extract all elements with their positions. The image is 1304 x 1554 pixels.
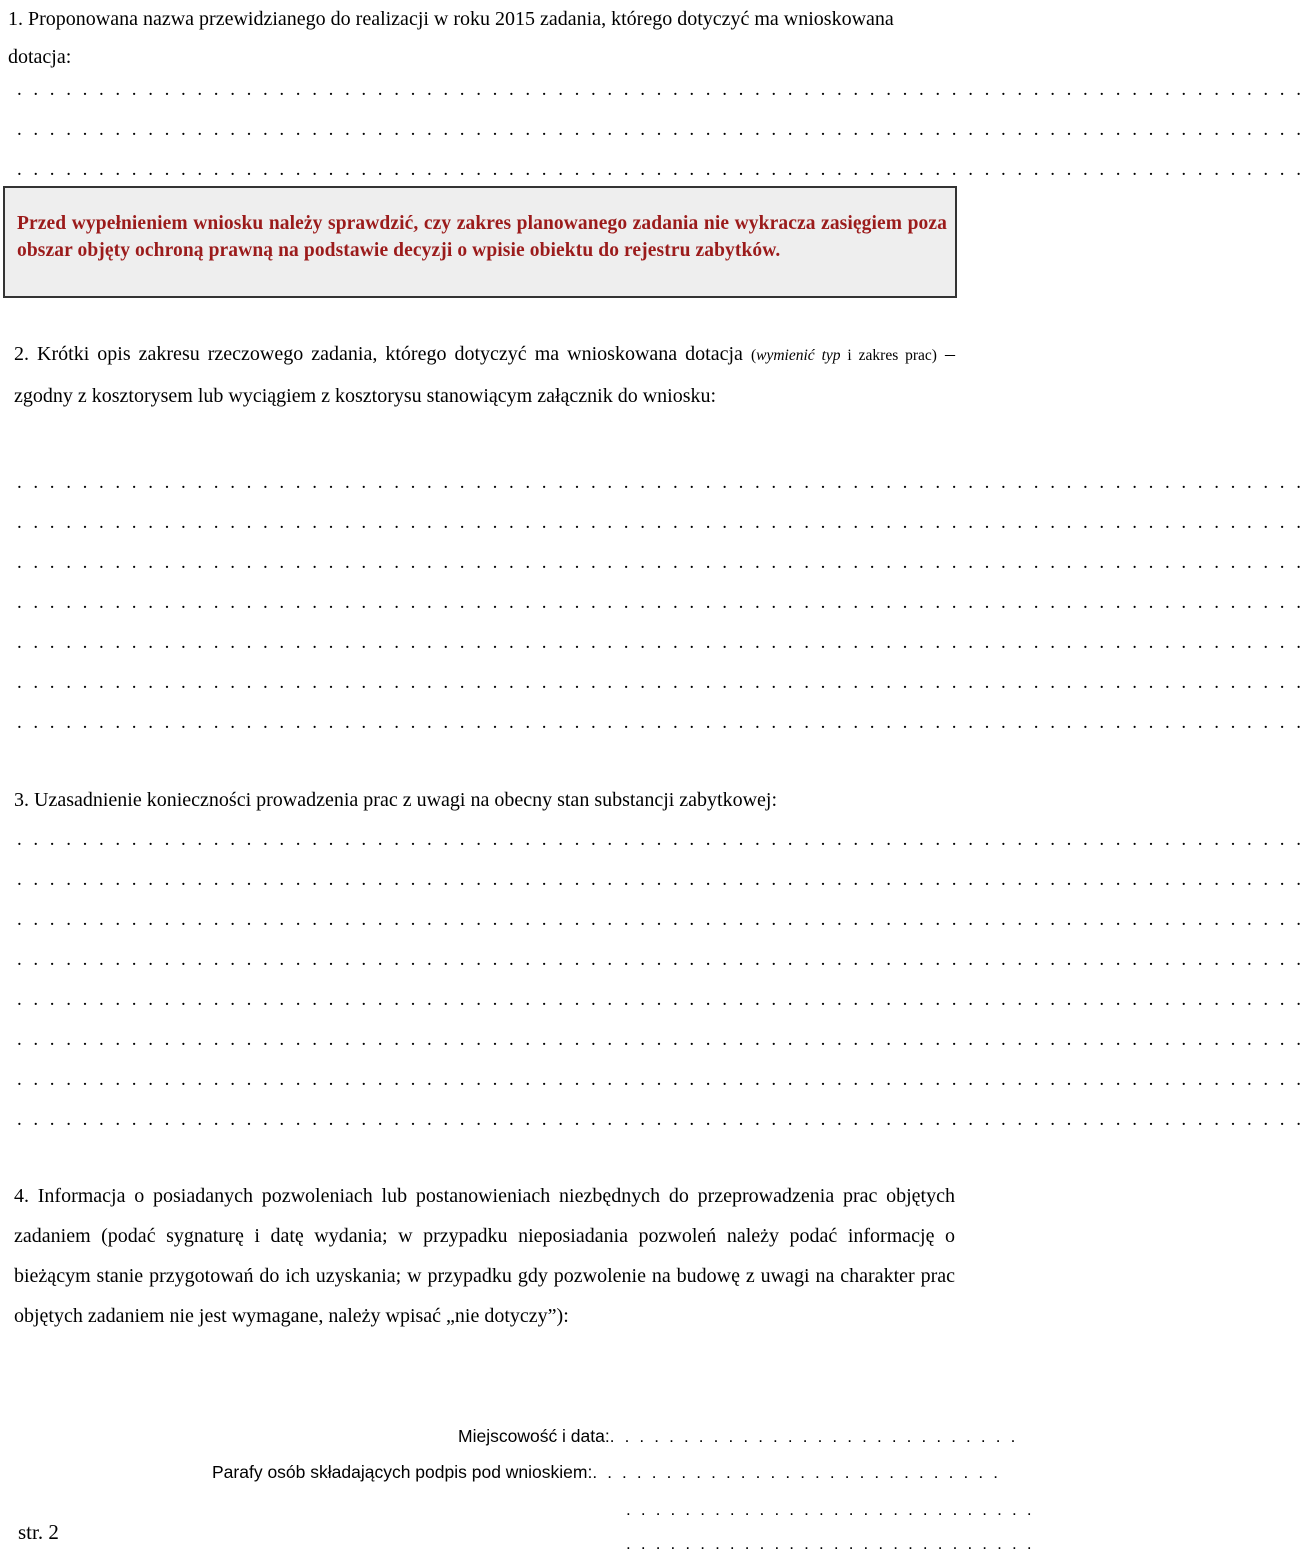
answer-line[interactable]: . . . . . . . . . . . . . . . . . . . . . . . . . . . . . . . . . . . . . . . . . . . . . . . . . . . . . . . . . . . . . . . . . . . . . . . . . . . . . . . [17, 592, 1304, 613]
place-date-field[interactable]: . . . . . . . . . . . . . . . . . . . . . . . . . . . . [609, 1427, 1019, 1446]
answer-line[interactable]: . . . . . . . . . . . . . . . . . . . . . . . . . . . . . . . . . . . . . . . . . . . . . . . . . . . . . . . . . . . . . . . . . . . . . . . . . . . . . . . [17, 909, 1304, 930]
answer-line[interactable]: . . . . . . . . . . . . . . . . . . . . . . . . . . . . . . . . . . . . . . . . . . . . . . . . . . . . . . . . . . . . . . . . . . . . . . . . . . . . . . . [17, 1029, 1304, 1050]
section-2-subtitle: zgodny z kosztorysem lub wyciągiem z kosztorysu stanowiącym załącznik do wniosku: [14, 385, 717, 407]
page-number: str. 2 [18, 1520, 59, 1544]
answer-line[interactable]: . . . . . . . . . . . . . . . . . . . . . . . . . . . . . . . . . . . . . . . . . . . . . . . . . . . . . . . . . . . . . . . . . . . . . . . . . . . . . . . [17, 552, 1304, 573]
section-2-title: 2. Krótki opis zakresu rzeczowego zadania, którego dotyczyć ma wnioskowana dotacja [14, 343, 743, 365]
section-2-paren: (wymienić typ i zakres prac) [750, 347, 937, 364]
answer-line[interactable]: . . . . . . . . . . . . . . . . . . . . . . . . . . . . . . . . . . . . . . . . . . . . . . . . . . . . . . . . . . . . . . . . . . . . . . . . . . . . . . . [17, 949, 1304, 970]
parafy-field-3[interactable]: . . . . . . . . . . . . . . . . . . . . . . . . . . . . [626, 1534, 1035, 1553]
section-2-wymienic: wymienić [756, 347, 815, 364]
section-2-dash: – [945, 343, 955, 365]
section-1-heading: 1. Proponowana nazwa przewidzianego do realizacji w roku 2015 zadania, którego dotyczyć ma wnioskowana dotacja: [8, 8, 894, 68]
answer-line[interactable]: . . . . . . . . . . . . . . . . . . . . . . . . . . . . . . . . . . . . . . . . . . . . . . . . . . . . . . . . . . . . . . . . . . . . . . . . . . . . . . . [17, 829, 1304, 850]
notice-box [3, 186, 957, 298]
place-date-row [458, 1426, 1018, 1447]
answer-line[interactable]: . . . . . . . . . . . . . . . . . . . . . . . . . . . . . . . . . . . . . . . . . . . . . . . . . . . . . . . . . . . . . . . . . . . . . . . . . . . . . . . [17, 472, 1304, 493]
notice-text: Przed wypełnieniem wniosku należy sprawdzić, czy zakres planowanego zadania nie wykracza zasięgiem poza obszar objęty ochroną prawną na podstawie decyzji o wpisie obiektu do rejestru zabytków. [17, 213, 947, 261]
parafy-label: Parafy osób składających podpis pod wnioskiem: [212, 1462, 593, 1482]
place-date-label: Miejscowość i data: [458, 1426, 610, 1446]
answer-line[interactable]: . . . . . . . . . . . . . . . . . . . . . . . . . . . . . . . . . . . . . . . . . . . . . . . . . . . . . . . . . . . . . . . . . . . . . . . . . . . . . . . [17, 119, 1304, 140]
answer-line[interactable]: . . . . . . . . . . . . . . . . . . . . . . . . . . . . . . . . . . . . . . . . . . . . . . . . . . . . . . . . . . . . . . . . . . . . . . . . . . . . . . . [17, 512, 1304, 533]
answer-line[interactable]: . . . . . . . . . . . . . . . . . . . . . . . . . . . . . . . . . . . . . . . . . . . . . . . . . . . . . . . . . . . . . . . . . . . . . . . . . . . . . . . [17, 672, 1304, 693]
answer-line[interactable]: . . . . . . . . . . . . . . . . . . . . . . . . . . . . . . . . . . . . . . . . . . . . . . . . . . . . . . . . . . . . . . . . . . . . . . . . . . . . . . . [17, 79, 1304, 100]
section-4-heading: 4. Informacja o posiadanych pozwoleniach lub postanowieniach niezbędnych do przeprowadzenia prac objętych zadaniem (podać sygnaturę i datę wydania; w przypadku nieposiadania pozwoleń należy podać informację o bieżącym stanie przygotowań do ich uzyskania; w przypadku gdy pozwolenie na budowę z uwagi na charakter prac objętych zadaniem nie jest wymagane, należy wpisać „nie dotyczy”): [14, 1185, 955, 1327]
answer-line[interactable]: . . . . . . . . . . . . . . . . . . . . . . . . . . . . . . . . . . . . . . . . . . . . . . . . . . . . . . . . . . . . . . . . . . . . . . . . . . . . . . . [17, 989, 1304, 1010]
section-2-typ: typ [821, 347, 841, 364]
answer-line[interactable]: . . . . . . . . . . . . . . . . . . . . . . . . . . . . . . . . . . . . . . . . . . . . . . . . . . . . . . . . . . . . . . . . . . . . . . . . . . . . . . . [17, 1069, 1304, 1090]
parafy-field[interactable]: . . . . . . . . . . . . . . . . . . . . . . . . . . . . [592, 1463, 1001, 1482]
section-2-heading [14, 334, 955, 417]
answer-line[interactable]: . . . . . . . . . . . . . . . . . . . . . . . . . . . . . . . . . . . . . . . . . . . . . . . . . . . . . . . . . . . . . . . . . . . . . . . . . . . . . . . [17, 159, 1304, 180]
answer-line[interactable]: . . . . . . . . . . . . . . . . . . . . . . . . . . . . . . . . . . . . . . . . . . . . . . . . . . . . . . . . . . . . . . . . . . . . . . . . . . . . . . . [17, 632, 1304, 653]
parafy-field-2[interactable]: . . . . . . . . . . . . . . . . . . . . . . . . . . . . [626, 1500, 1035, 1519]
section-3-heading: 3. Uzasadnienie konieczności prowadzenia prac z uwagi na obecny stan substancji zabytkowej: [14, 789, 778, 811]
answer-line[interactable]: . . . . . . . . . . . . . . . . . . . . . . . . . . . . . . . . . . . . . . . . . . . . . . . . . . . . . . . . . . . . . . . . . . . . . . . . . . . . . . . [17, 869, 1304, 890]
answer-line[interactable]: . . . . . . . . . . . . . . . . . . . . . . . . . . . . . . . . . . . . . . . . . . . . . . . . . . . . . . . . . . . . . . . . . . . . . . . . . . . . . . . [17, 712, 1304, 733]
answer-line[interactable]: . . . . . . . . . . . . . . . . . . . . . . . . . . . . . . . . . . . . . . . . . . . . . . . . . . . . . . . . . . . . . . . . . . . . . . . . . . . . . . . [17, 1109, 1304, 1130]
parafy-row [212, 1462, 1001, 1483]
